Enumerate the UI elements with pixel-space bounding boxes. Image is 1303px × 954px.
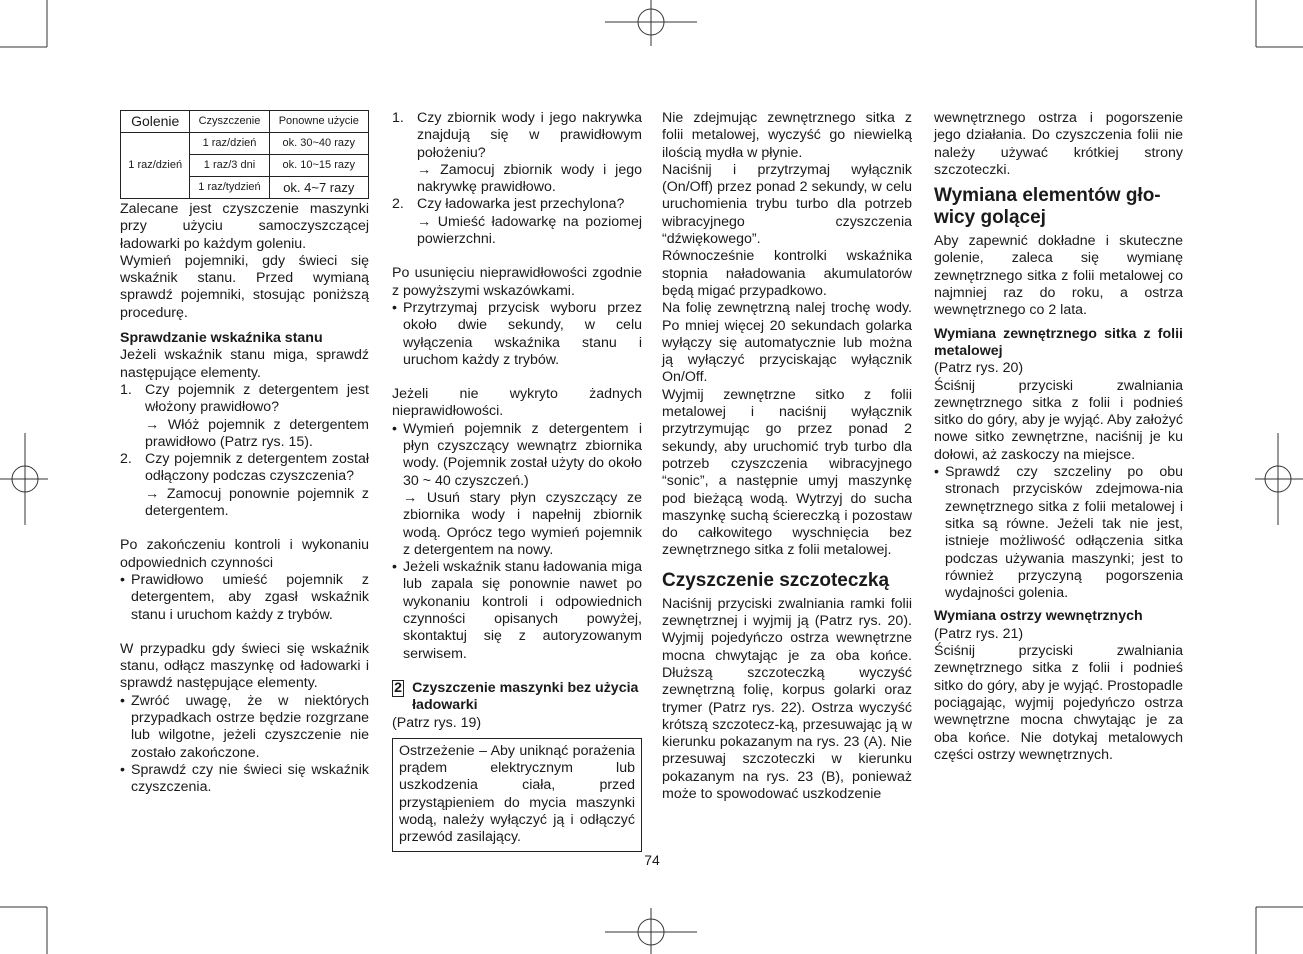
table-cell: ok. 4~7 razy <box>269 177 368 199</box>
paragraph: Zalecane jest czyszczenie maszynki przy użyciu samoczyszczącej ładowarki po każdym goleniu. <box>120 201 369 252</box>
column-2 <box>392 110 642 852</box>
list-answer: → Umieść ładowarkę na poziomej powierzchni. <box>417 213 642 248</box>
table-cell: 1 raz/dzień <box>190 133 269 155</box>
paragraph: Wymień pojemniki, gdy świeci się wskaźnik stanu. Przed wymianą sprawdź pojemniki, stosując poniższą procedurę. <box>120 252 369 321</box>
check-list <box>120 382 369 520</box>
list-question: Czy ładowarka jest przechylona? <box>417 196 625 213</box>
list-question: Czy zbiornik wody i jego nakrywka znajdują się w prawidłowym położeniu? <box>417 110 642 161</box>
check-list <box>392 110 642 248</box>
table-cell: 1 raz/3 dni <box>190 155 269 177</box>
paragraph: W przypadku gdy świeci się wskaźnik stanu, odłącz maszynkę od ładowarki i sprawdź następujące elementy. <box>120 640 369 692</box>
paragraph: Równocześnie kontrolki wskaźnika stopnia naładowania akumulatorów będą migać przypadkowo. <box>662 248 912 299</box>
paragraph: Ściśnij przyciski zwalniania zewnętrznego sitka z folii i podnieś sitko do góry, aby je wyjąć. Aby założyć nowe sitko zewnętrzne, naciśnij je ku dołowi, aż zaskoczy na miejsce. <box>934 377 1183 463</box>
figure-reference: (Patrz rys. 20) <box>934 360 1024 377</box>
paragraph: Jeżeli wskaźnik stanu miga, sprawdź następujące elementy. <box>120 347 369 381</box>
section-heading: Sprawdzanie wskaźnika stanu <box>120 330 323 347</box>
warning-box: Ostrzeżenie – Aby uniknąć porażenia prądem elektrycznym lub uszkodzenia ciała, przed przystąpieniem do mycia maszynki wodą, należy wyłączyć ją i odłączyć przewód zasilający. <box>392 738 642 852</box>
list-number: 2. <box>392 196 404 213</box>
list-question: Czy pojemnik z detergentem jest włożony prawidłowo? <box>145 381 369 416</box>
list-item <box>120 451 369 520</box>
paragraph: Naciśnij i przytrzymaj wyłącznik (On/Off) przez ponad 2 sekundy, w celu uruchomienia trybu turbo dla potrzeb wibracyjnego czyszczenia “dźwiękowego”. <box>662 161 912 248</box>
paragraph: Nie zdejmując zewnętrznego sitka z folii metalowej, wyczyść go niewielką ilością mydła w płynie. <box>662 110 912 161</box>
list-number: 1. <box>392 110 404 126</box>
list-answer: → Zamocuj zbiornik wody i jego nakrywkę prawidłowo. <box>417 161 642 196</box>
bullet-item: • Zwróć uwagę, że w niektórych przypadkach ostrze będzie rozgrzane lub wilgotne, jeżeli czyszczenie nie zostało zakończone. <box>120 693 369 762</box>
bullet-text: Wymień pojemnik z detergentem i płyn czyszczący wewnątrz zbiornika wody. (Pojemnik został użyty do około 30 ~ 40 czyszczeń.) <box>403 420 642 489</box>
table-header-shaving: Golenie <box>121 111 190 133</box>
paragraph: Na folię zewnętrzną nalej trochę wody. Po mniej więcej 20 sekundach golarka wyłączy się automatycznie lub można ją wyłączyć przyciskając wyłącznik On/Off. <box>662 300 912 386</box>
list-number: 1. <box>120 381 132 398</box>
paragraph: Po zakończeniu kontroli i wykonaniu odpowiednich czynności <box>120 537 369 571</box>
paragraph: Naciśnij przyciski zwalniania ramki folii zewnętrznej i wyjmij ją (Patrz rys. 20). Wyjmij pojedyńczo ostrza wewnętrzne mocna chwytając je za oba końce. Dłuższą szczoteczką wyczyść zewnętrzną folię, korpus golarki oraz trymer (Patrz rys. 22). Ostrza wyczyść krótszą szczotecz-ką, przesuwając ją w kierunku pokazanym na rys. 23 (A). Nie przesuwaj szczoteczki w kierunku pokazanym na rys. 23 (B), ponieważ może to spowodować uszkodzenie <box>662 595 912 802</box>
table-cell: ok. 30~40 razy <box>269 133 368 155</box>
table-header-reuse: Ponowne użycie <box>269 111 368 133</box>
page-number: 74 <box>644 852 660 868</box>
column-4 <box>934 110 1183 764</box>
table-row-label: 1 raz/dzień <box>121 133 190 199</box>
list-answer: → Włóż pojemnik z detergentem prawidłowo (Patrz rys. 15). <box>145 416 369 450</box>
list-item <box>120 382 369 451</box>
list-number: 2. <box>120 451 132 468</box>
paragraph: Wyjmij zewnętrzne sitko z folii metalowej i naciśnij wyłącznik przytrzymując go przez ponad 2 sekundy, aby uruchomić tryb turbo dla potrzeb czyszczenia wibracyjnego “sonic”, a następnie umyj maszynkę pod bieżącą wodą. Wytrzyj do sucha maszynkę suchą ściereczką i pozostaw do całkowitego wyschnięcia bez zewnętrznego sitka z folii metalowej. <box>662 386 912 559</box>
section-heading: Wymiana ostrzy wewnętrznych <box>934 608 1143 625</box>
bullet-item: • Przytrzymaj przycisk wyboru przez około dwie sekundy, w celu wyłączenia wskaźnika stanu i uruchom każdy z trybów. <box>392 300 642 369</box>
bullet-item: • Jeżeli wskaźnik stanu ładowania miga lub zapala się ponownie nawet po wykonaniu kontroli i odpowiednich czynności opisanych powyżej, skontaktuj się z autoryzowanym serwisem. <box>392 559 642 663</box>
column-3 <box>662 110 912 803</box>
table-cell: ok. 10~15 razy <box>269 155 368 177</box>
section-number-box: 2 <box>392 680 404 697</box>
paragraph: Po usunięciu nieprawidłowości zgodnie z powyższymi wskazówkami. <box>392 265 642 299</box>
table-cell: 1 raz/tydzień <box>190 177 269 199</box>
section-title: Czyszczenie szczoteczką <box>662 569 890 591</box>
paragraph: wewnętrznego ostrza i pogorszenie jego działania. Do czyszczenia folii nie należy używać krótkiej strony szczoteczki. <box>934 110 1183 178</box>
bullet-item: • Prawidłowo umieść pojemnik z detergentem, aby zgasł wskaźnik stanu i uruchom każdy z trybów. <box>120 572 369 624</box>
list-item <box>392 110 642 196</box>
list-item <box>392 196 642 248</box>
section-heading-text: Czyszczenie maszynki bez użycia ładowarki <box>412 679 639 714</box>
list-answer: → Zamocuj ponownie pojemnik z detergentem. <box>145 485 369 520</box>
paragraph: Ściśnij przyciski zwalniania zewnętrznego sitka z folii i podnieś sitko do góry, aby je wyjąć. Prostopadle pociągając, wyjmij pojedyńczo ostrza wewnętrzne mocna chwytając je za oba końce. Nie dotykaj metalowych części ostrzy wewnętrznych. <box>934 643 1183 763</box>
table-header-cleaning: Czyszczenie <box>190 111 269 133</box>
column-1 <box>120 110 369 797</box>
figure-reference: (Patrz rys. 19) <box>392 714 482 731</box>
section-heading <box>392 680 642 715</box>
bullet-item: • Sprawdź czy nie świeci się wskaźnik czyszczenia. <box>120 762 369 797</box>
paragraph: Jeżeli nie wykryto żadnych nieprawidłowości. <box>392 386 642 420</box>
list-question: Czy pojemnik z detergentem został odłączony podczas czyszczenia? <box>145 451 369 485</box>
figure-reference: (Patrz rys. 21) <box>934 625 1024 642</box>
section-title: Wymiana elementów gło-wicy golącej <box>934 185 1161 229</box>
section-heading: Wymiana zewnętrznego sitka z folii metalowej <box>934 325 1183 359</box>
paragraph: Aby zapewnić dokładne i skuteczne golenie, zaleca się wymianę zewnętrznego sitka z folii metalowej co najmniej raz do roku, a ostrza wewnętrznego co 2 lata. <box>934 233 1183 319</box>
bullet-item <box>392 421 642 559</box>
bullet-item: • Sprawdź czy szczeliny po obu stronach przycisków zdejmowa-nia zewnętrznego sitka z folii metalowej i sitka są równe. Jeżeli tak nie jest, istnieje możliwość odłączenia sitka podczas używania maszynki; jest to również przyczyną pogorszenia wydajności golenia. <box>934 464 1183 602</box>
cleaning-schedule-table <box>120 110 369 199</box>
bullet-answer: → Usuń stary płyn czyszczący ze zbiornika wody i napełnij zbiornik wodą. Oprócz tego wymień pojemnik z detergentem na nowy. <box>403 489 642 558</box>
